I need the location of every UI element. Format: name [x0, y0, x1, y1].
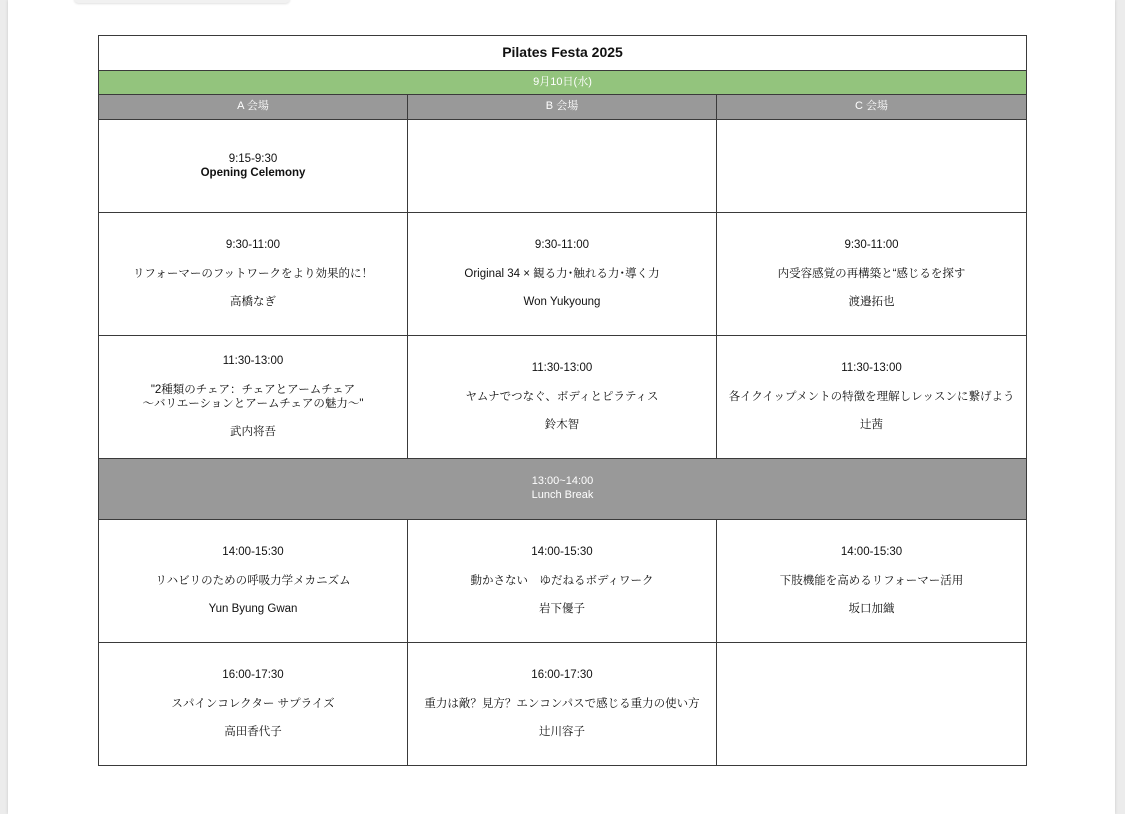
toolbar-tab — [74, 0, 290, 3]
session-title: 重力は敵？見方？エンコンパスで感じる重力の使い方 — [424, 697, 700, 710]
session-speaker: 坂口加織 — [848, 603, 895, 616]
venue-b-header: B 会場 — [408, 95, 717, 120]
session-cell — [408, 520, 717, 643]
session-time: 11:30-13:00 — [222, 355, 284, 368]
session-time: 16:00-17:30 — [531, 669, 593, 682]
opening-row — [99, 120, 1027, 213]
session-row — [99, 520, 1027, 643]
venue-a-header: A 会場 — [99, 95, 408, 120]
session-cell — [717, 213, 1027, 336]
session-time: 11:30-13:00 — [841, 362, 902, 375]
session-cell — [408, 643, 717, 766]
session-speaker: 高田香代子 — [224, 726, 282, 739]
session-cell — [99, 213, 408, 336]
venue-header-row — [99, 95, 1027, 120]
date-row — [99, 71, 1027, 95]
session-cell — [408, 213, 717, 336]
opening-time: 9:15-9:30 — [228, 152, 278, 165]
session-title: リハビリのための呼吸力学メカニズム — [155, 574, 351, 587]
empty-cell — [717, 120, 1027, 213]
lunch-cell — [99, 459, 1027, 520]
venue-c-header: C 会場 — [717, 95, 1027, 120]
session-time: 11:30-13:00 — [531, 362, 593, 375]
session-speaker: 渡邉拓也 — [848, 296, 895, 309]
session-cell — [408, 336, 717, 459]
session-time: 14:00-15:30 — [222, 546, 284, 559]
event-title: Pilates Festa 2025 — [99, 36, 1027, 71]
opening-cell — [99, 120, 408, 213]
document-page — [8, 0, 1115, 814]
session-title: 下肢機能を高めるリフォーマー活用 — [779, 574, 964, 587]
schedule-table — [98, 35, 1027, 766]
session-time: 9:30-11:00 — [534, 239, 590, 252]
session-time: 9:30-11:00 — [844, 239, 899, 252]
session-cell — [99, 643, 408, 766]
session-title: 内受容感覚の再構築と“感じるを探す — [777, 267, 966, 280]
session-cell — [99, 336, 408, 459]
lunch-row — [99, 459, 1027, 520]
empty-cell — [717, 643, 1027, 766]
session-speaker: 岩下優子 — [539, 603, 585, 616]
session-title: ヤムナでつなぐ、ボディとピラティス — [465, 390, 659, 403]
session-speaker: 辻川容子 — [539, 726, 585, 739]
session-time: 16:00-17:30 — [222, 669, 284, 682]
session-time: 14:00-15:30 — [840, 546, 903, 559]
session-title: スパインコレクター サプライズ — [171, 697, 335, 710]
empty-cell — [408, 120, 717, 213]
title-row — [99, 36, 1027, 71]
opening-title: Opening Celemony — [200, 167, 306, 179]
session-time: 14:00-15:30 — [531, 546, 593, 559]
lunch-label: Lunch Break — [531, 489, 594, 501]
session-title: 各イクイップメントの特徴を理解しレッスンに繋げよう — [728, 390, 1015, 403]
event-date: 9月10日(水) — [99, 71, 1027, 95]
session-title: "2種類のチェア：チェアとアームチェア ～バリエーションとアームチェアの魅力～" — [142, 383, 364, 410]
session-row — [99, 643, 1027, 766]
session-cell — [717, 336, 1027, 459]
session-title: 動かさない ゆだねるボディワーク — [470, 574, 654, 587]
session-speaker: 辻茜 — [860, 419, 884, 432]
session-speaker: 鈴木智 — [544, 419, 580, 432]
session-speaker: Yun Byung Gwan — [208, 603, 298, 616]
session-speaker: Won Yukyoung — [523, 296, 601, 309]
session-title: リフォーマーのフットワークをより効果的に！ — [132, 267, 374, 280]
session-speaker: 武内将吾 — [230, 426, 276, 439]
lunch-time: 13:00~14:00 — [531, 475, 594, 488]
session-speaker: 高橋なぎ — [230, 296, 276, 309]
session-row — [99, 213, 1027, 336]
session-cell — [99, 520, 408, 643]
session-row — [99, 336, 1027, 459]
session-cell — [717, 520, 1027, 643]
session-time: 9:30-11:00 — [225, 239, 281, 252]
session-title: Original 34 × 観る力･触れる力･導く力 — [464, 267, 660, 280]
